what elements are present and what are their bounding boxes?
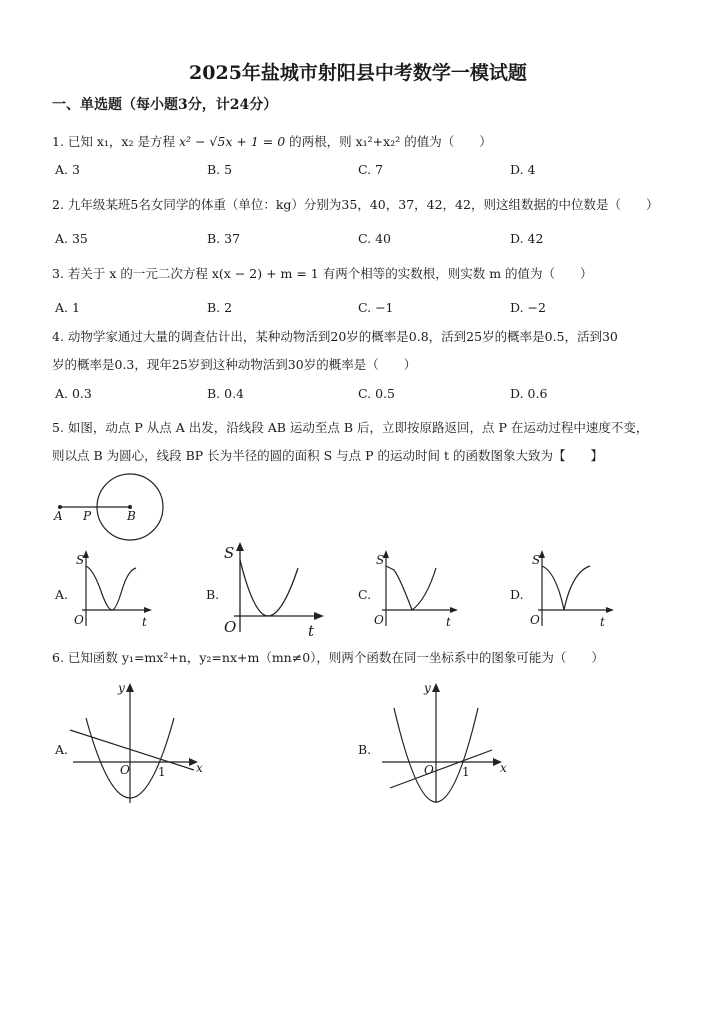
q4-option-a[interactable]: A. 0.3 (55, 386, 92, 401)
question-4-line-1: 4. 动物学家通过大量的调查估计出，某种动物活到20岁的概率是0.8，活到25岁的概率是0.5，活到30 (52, 329, 618, 344)
q6-option-a[interactable]: A. (55, 742, 69, 757)
origin-label: O (374, 613, 384, 627)
q2-option-d[interactable]: D. 42 (510, 231, 544, 246)
line-a (70, 730, 194, 770)
q2-option-c[interactable]: C. 40 (358, 231, 391, 246)
q5-option-b[interactable]: B. (206, 587, 220, 602)
q6-graph-b[interactable] (378, 678, 518, 808)
label-p: P (83, 509, 92, 523)
q1-option-c[interactable]: C. 7 (358, 162, 384, 177)
label-a: A (54, 509, 63, 523)
section-heading: 一、单选题（每小题3分，计24分） (52, 97, 278, 113)
origin-label: O (530, 613, 540, 627)
curve-a (86, 566, 136, 610)
curve-b (240, 560, 298, 616)
axis-y-label: S (376, 553, 385, 567)
q4-option-c[interactable]: C. 0.5 (358, 386, 395, 401)
axis-y-label: S (532, 553, 541, 567)
q6-graph-a[interactable] (68, 678, 218, 808)
q1-option-b[interactable]: B. 5 (207, 162, 233, 177)
question-5-line-1: 5. 如图，动点 P 从点 A 出发，沿线段 AB 运动至点 B 后，立即按原路返回，点 P 在运动过程中速度不变， (52, 420, 649, 435)
q1-option-d[interactable]: D. 4 (510, 162, 536, 177)
q5-option-c[interactable]: C. (358, 587, 372, 602)
one-label: 1 (158, 765, 166, 779)
axis-y-label: S (76, 553, 85, 567)
origin-label: O (74, 613, 84, 627)
q2-option-b[interactable]: B. 37 (207, 231, 241, 246)
q1-stem-post: 的两根，则 x₁²+x₂² 的值为（ ） (289, 134, 492, 149)
question-3: 3. 若关于 x 的一元二次方程 x(x − 2) + m = 1 有两个相等的实数根，则实数 m 的值为（ ） (52, 266, 593, 281)
q3-option-d[interactable]: D. −2 (510, 300, 546, 315)
axis-x-label: x (196, 761, 203, 775)
label-b: B (127, 509, 136, 523)
q5-graph-b[interactable] (220, 540, 325, 640)
question-6: 6. 已知函数 y₁=mx²+n，y₂=nx+m（mn≠0），则两个函数在同一坐标系中的图象可能为（ ） (52, 650, 604, 665)
q1-equation: x² − √5x + 1 = 0 (178, 134, 286, 149)
axis-y-label: y (118, 681, 125, 695)
origin-label: O (120, 763, 130, 777)
q4-option-b[interactable]: B. 0.4 (207, 386, 245, 401)
axis-y-label: S (224, 544, 235, 562)
q5-graph-d[interactable] (528, 548, 616, 633)
q1-stem-pre: 1. 已知 x₁，x₂ 是方程 (52, 134, 175, 149)
origin-label: O (224, 618, 237, 636)
q5-circle-figure (50, 470, 170, 550)
question-2: 2. 九年级某班5名女同学的体重（单位：kg）分别为35，40，37，42，42，则这组数据的中位数是（ ） (52, 197, 659, 212)
question-1 (52, 132, 492, 150)
q5-graph-a[interactable] (72, 548, 152, 633)
q5-option-d[interactable]: D. (510, 587, 524, 602)
q6-option-b[interactable]: B. (358, 742, 372, 757)
q3-option-b[interactable]: B. 2 (207, 300, 233, 315)
axis-x-label: x (500, 761, 507, 775)
axis-x-label: t (600, 615, 605, 629)
one-label: 1 (462, 765, 470, 779)
axis-x-label: t (446, 615, 451, 629)
curve-d (542, 566, 590, 610)
origin-label: O (424, 763, 434, 777)
axis-x-label: t (142, 615, 147, 629)
line-b (390, 750, 492, 788)
question-5-line-2: 则以点 B 为圆心，线段 BP 长为半径的圆的面积 S 与点 P 的运动时间 t 的函数图象大致为【 】 (52, 448, 604, 463)
axis-x-label: t (308, 622, 315, 640)
page-title: 2025年盐城市射阳县中考数学一模试题 (189, 62, 527, 84)
curve-c (386, 566, 436, 610)
q4-option-d[interactable]: D. 0.6 (510, 386, 548, 401)
q3-option-c[interactable]: C. −1 (358, 300, 394, 315)
axis-y-label: y (424, 681, 431, 695)
q2-option-a[interactable]: A. 35 (55, 231, 88, 246)
q3-option-a[interactable]: A. 1 (55, 300, 80, 315)
q1-option-a[interactable]: A. 3 (55, 162, 80, 177)
q5-graph-c[interactable] (372, 548, 460, 633)
q5-option-a[interactable]: A. (55, 587, 69, 602)
question-4-line-2: 岁的概率是0.3，现年25岁到这种动物活到30岁的概率是（ ） (52, 357, 417, 372)
